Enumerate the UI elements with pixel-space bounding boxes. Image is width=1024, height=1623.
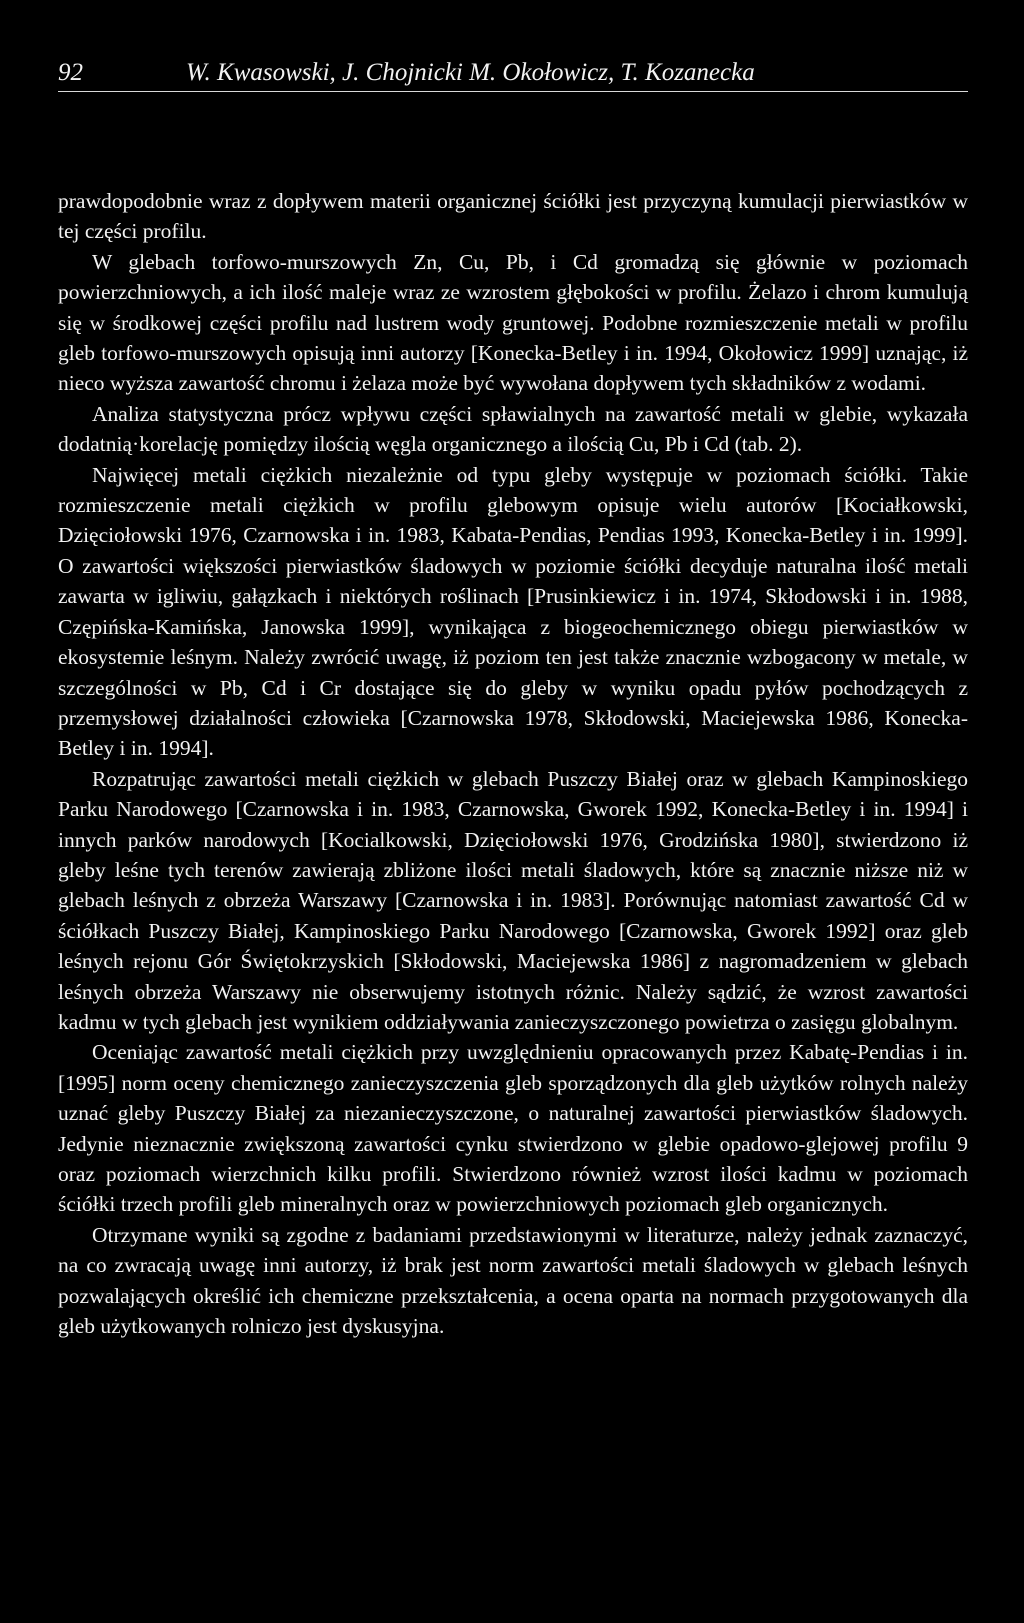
paragraph: Rozpatrując zawartości metali ciężkich w glebach Puszczy Białej oraz w glebach Kampinoskiego Parku Narodowego [Czarnowska i in. 1983, Czarnowska, Gworek 1992, Konecka-Betley i in. 1994] i innych parków narodowych [Kocialkowski, Dzięciołowski 1976, Grodzińska 1980], stwierdzono iż gleby leśne tych terenów zawierają zbliżone ilości metali śladowych, które są znacznie niższe niż w glebach leśnych z obrzeża Warszawy [Czarnowska i in. 1983]. Porównując natomiast zawartość Cd w ściółkach Puszczy Białej, Kampinoskiego Parku Narodowego [Czarnowska, Gworek 1992] oraz gleb leśnych rejonu Gór Świętokrzyskich [Skłodowski, Maciejewska 1986] z nagromadzeniem w glebach leśnych obrzeża Warszawy nie obserwujemy istotnych różnic. Należy sądzić, że wzrost zawartości kadmu w tych glebach jest wynikiem oddziaływania zanieczyszczonego powietrza o zasięgu globalnym. [58,766,968,1034]
paragraph: Otrzymane wyniki są zgodne z badaniami przedstawionymi w literaturze, należy jednak zaznaczyć, na co zwracają uwagę inni autorzy, iż brak jest norm zawartości metali śladowych w glebach leśnych pozwalających określić ich chemiczne przekształcenia, a ocena oparta na normach przygotowanych dla gleb użytkowanych rolniczo jest dyskusyjna. [58,1222,968,1339]
paragraph: W glebach torfowo-murszowych Zn, Cu, Pb, i Cd gromadzą się głównie w poziomach powierzchniowych, a ich ilość maleje wraz ze wzrostem głębokości w profilu. Żelazo i chrom kumulują się w środkowej części profilu nad lustrem wody gruntowej. Podobne rozmieszczenie metali w profilu gleb torfowo-murszowych opisują inni autorzy [Konecka-Betley i in. 1994, Okołowicz 1999] uznając, iż nieco wyższa zawartość chromu i żelaza może być wywołana dopływem tych składników z wodami. [58,249,968,396]
paragraph: Analiza statystyczna prócz wpływu części spławialnych na zawartość metali w glebie, wykazała dodatnią·korelację pomiędzy ilością węgla organicznego a ilością Cu, Pb i Cd (tab. 2). [58,401,968,457]
paragraph: Oceniając zawartość metali ciężkich przy uwzględnieniu opracowanych przez Kabatę-Pendias i in. [1995] norm oceny chemicznego zanieczyszczenia gleb sporządzonych dla gleb użytków rolnych należy uznać gleby Puszczy Białej za niezanieczyszczone, o naturalnej zawartości pierwiastków śladowych. Jedynie nieznacznie zwiększoną zawartości cynku stwierdzono w glebie opadowo-glejowej profilu 9 oraz poziomach wierzchnich kilku profili. Stwierdzono również wzrost ilości kadmu w poziomach ściółki trzech profili gleb mineralnych oraz w powierzchniowych poziomach gleb organicznych. [58,1040,968,1217]
running-header [58,58,968,92]
paragraph: Najwięcej metali ciężkich niezależnie od typu gleby występuje w poziomach ściółki. Takie rozmieszczenie metali ciężkich w profilu glebowym opisuje wielu autorów [Kociałkowski, Dzięciołowski 1976, Czarnowska i in. 1983, Kabata-Pendias, Pendias 1993, Konecka-Betley i in. 1999]. O zawartości większości pierwiastków śladowych w poziomie ściółki decyduje naturalna ilość metali zawarta w igliwiu, gałązkach i niektórych roślinach [Prusinkiewicz i in. 1974, Skłodowski i in. 1988, Czępińska-Kamińska, Janowska 1999], wynikająca z biogeochemicznego obiegu pierwiastków w ekosystemie leśnym. Należy zwrócić uwagę, iż poziom ten jest także znacznie wzbogacony w metale, w szczególności w Pb, Cd i Cr dostające się do gleby w wyniku opadu pyłów pochodzących z przemysłowej działalności człowieka [Czarnowska 1978, Skłodowski, Maciejewska 1986, Konecka-Betley i in. 1994]. [58,462,968,761]
running-header-authors: W. Kwasowski, J. Chojnicki M. Okołowicz, T. Kozanecka [186,59,755,86]
paragraph-continued: prawdopodobnie wraz z dopływem materii organicznej ściółki jest przyczyną kumulacji pierwiastków w tej części profilu. [58,189,968,244]
body-text [58,186,968,1341]
page [58,58,968,1341]
page-number: 92 [58,59,83,86]
